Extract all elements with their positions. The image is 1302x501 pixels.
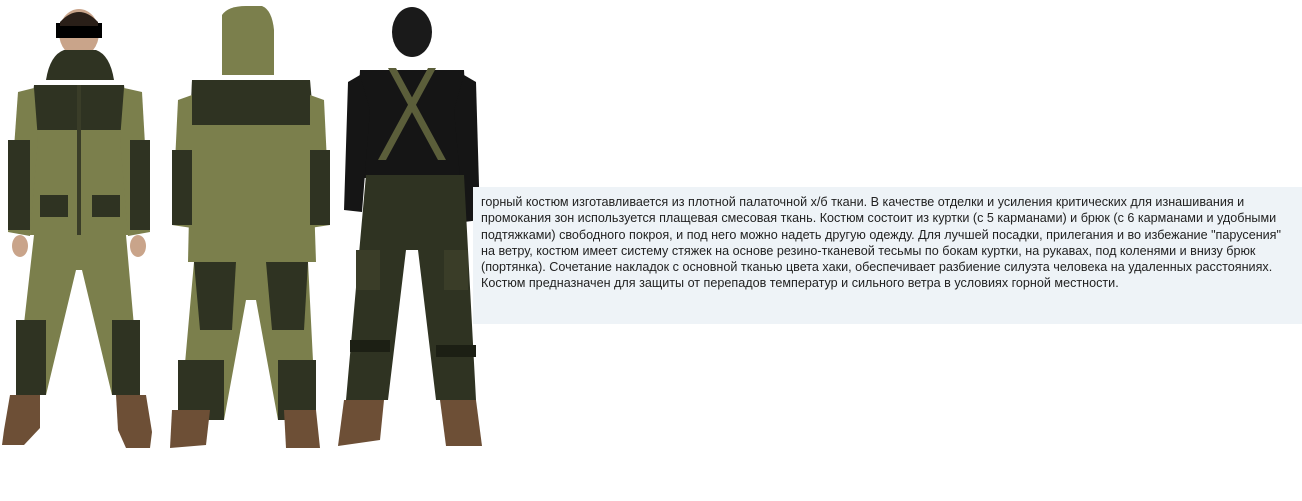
- right-boot: [116, 395, 152, 448]
- pants-back-figure: [336, 0, 486, 455]
- description-panel: [473, 187, 1302, 324]
- left-boot: [2, 395, 40, 445]
- black-shirt: [354, 70, 470, 178]
- description-text: горный костюм изготавливается из плотной палаточной х/б ткани. В качестве отделки и усиления критических для изнашивания и промокания зон используется плащевая смесовая ткань. Костюм состоит из куртки (с 5 карманами) и брюк (с 6 карманами и удобными подтяжками) свободного покроя, и под него можно надеть другую одежду. Для лучшей посадки, прилегания и во избежание "парусения" на ветру, костюм имеет систему стяжек на основе резино-тканевой тесьмы по бокам куртки, на рукавах, под коленями и внизу брюк (портянка). Сочетание накладок с основной тканью цвета хаки, обеспечивает разбиение силуэта человека на удаленных расстояниях. Костюм предназначен для защиты от перепадов температур и сильного ветра в условиях горной местности.: [481, 195, 1281, 291]
- head-back: [392, 7, 432, 57]
- suit-front-figure: [0, 0, 160, 455]
- hood: [222, 6, 274, 75]
- suit-back-figure: [166, 0, 336, 455]
